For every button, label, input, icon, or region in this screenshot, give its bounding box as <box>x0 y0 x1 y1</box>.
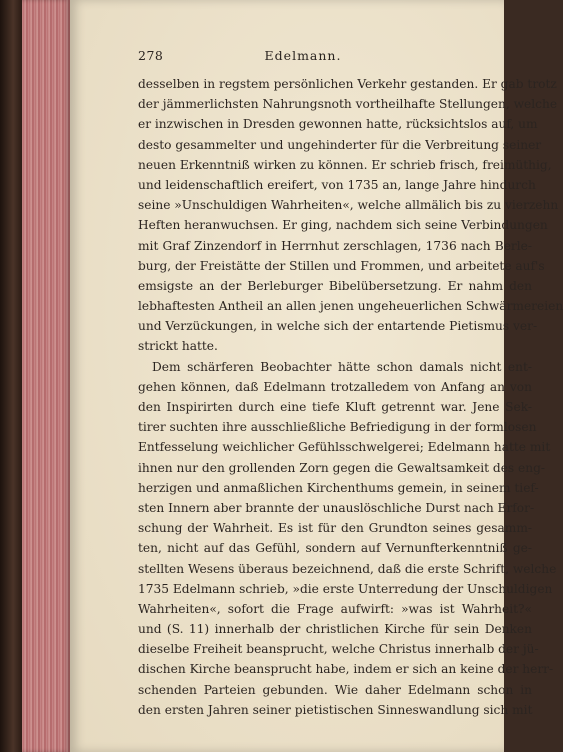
text-line: emsigste an der Berleburger Bibelübersetzung. Er nahm den <box>138 278 532 293</box>
text-line: gehen können, daß Edelmann trotzalledem von Anfang an von <box>138 379 532 394</box>
text-line: und (S. 11) innerhalb der christlichen Kirche für sein Denken <box>138 622 532 637</box>
body-text <box>138 74 563 720</box>
text-line: dieselbe Freiheit beansprucht, welche Christus innerhalb der jü- <box>138 642 539 657</box>
text-line: sten Innern aber brannte der unauslöschliche Durst nach Erfor- <box>138 500 535 515</box>
text-line: dischen Kirche beansprucht habe, indem er sich an keine der herr- <box>138 662 554 677</box>
text-line: seine »Unschuldigen Wahrheiten«, welche allmälich bis zu vierzehn <box>138 198 559 213</box>
text-line: den Inspirirten durch eine tiefe Kluft getrennt war. Jene Sek- <box>138 400 532 414</box>
text-line: stellten Wesens überaus bezeichnend, daß die erste Schrift, welche <box>138 561 557 576</box>
text-line: burg, der Freistätte der Stillen und Frommen, und arbeitete auf's <box>138 258 545 273</box>
book-binding <box>0 0 22 752</box>
page-edges <box>22 0 70 752</box>
text-line: und leidenschaftlich ereifert, von 1735 an, lange Jahre hindurch <box>138 177 536 192</box>
text-line: ihnen nur den grollenden Zorn gegen die Gewaltsamkeit des eng- <box>138 460 546 475</box>
text-line: schenden Parteien gebunden. Wie daher Edelmann schon in <box>138 682 532 697</box>
text-line: Wahrheiten«, sofort die Frage aufwirft: »was ist Wahrheit?« <box>138 601 532 616</box>
text-line: er inzwischen in Dresden gewonnen hatte, rücksichtslos auf, um <box>138 117 538 132</box>
text-line: der jämmerlichsten Nahrungsnoth vortheilhafte Stellungen, welche <box>138 97 558 112</box>
book-page <box>70 0 563 752</box>
text-line: neuen Erkenntniß wirken zu können. Er schrieb frisch, freimüthig, <box>138 157 552 172</box>
running-title: Edelmann. <box>264 48 342 63</box>
text-line: und Verzückungen, in welche sich der entartende Pietismus ver- <box>138 319 538 334</box>
text-line: Entfesselung weichlicher Gefühlsschwelgerei; Edelmann hatte mit <box>138 440 551 455</box>
text-line: desselben in regstem persönlichen Verkehr gestanden. Er gab trotz <box>138 77 557 91</box>
text-line: herzigen und anmaßlichen Kirchenthums gemein, in seinem tief- <box>138 480 539 495</box>
text-line: Dem schärferen Beobachter hätte schon damals nicht ent- <box>152 359 532 374</box>
text-line: lebhaftesten Antheil an allen jenen ungeheuerlichen Schwärmereien <box>138 299 563 314</box>
text-line: ten, nicht auf das Gefühl, sondern auf Vernunfterkenntniß ge- <box>138 541 532 556</box>
text-line: tirer suchten ihre ausschließliche Befriedigung in der formlosen <box>138 420 537 435</box>
page-header <box>138 48 468 68</box>
text-line: schung der Wahrheit. Es ist für den Grundton seines gesamm- <box>138 521 532 536</box>
text-line: strickt hatte. <box>138 339 218 354</box>
page-number: 278 <box>138 48 164 63</box>
text-line: Heften heranwuchsen. Er ging, nachdem sich seine Verbindungen <box>138 218 548 233</box>
text-line: mit Graf Zinzendorf in Herrnhut zerschlagen, 1736 nach Berle- <box>138 238 532 253</box>
text-line: 1735 Edelmann schrieb, »die erste Unterredung der Unschuldigen <box>138 581 553 596</box>
text-line: desto gesammelter und ungehinderter für die Verbreitung seiner <box>138 137 542 152</box>
text-line: den ersten Jahren seiner pietistischen Sinneswandlung sich mit <box>138 702 533 717</box>
